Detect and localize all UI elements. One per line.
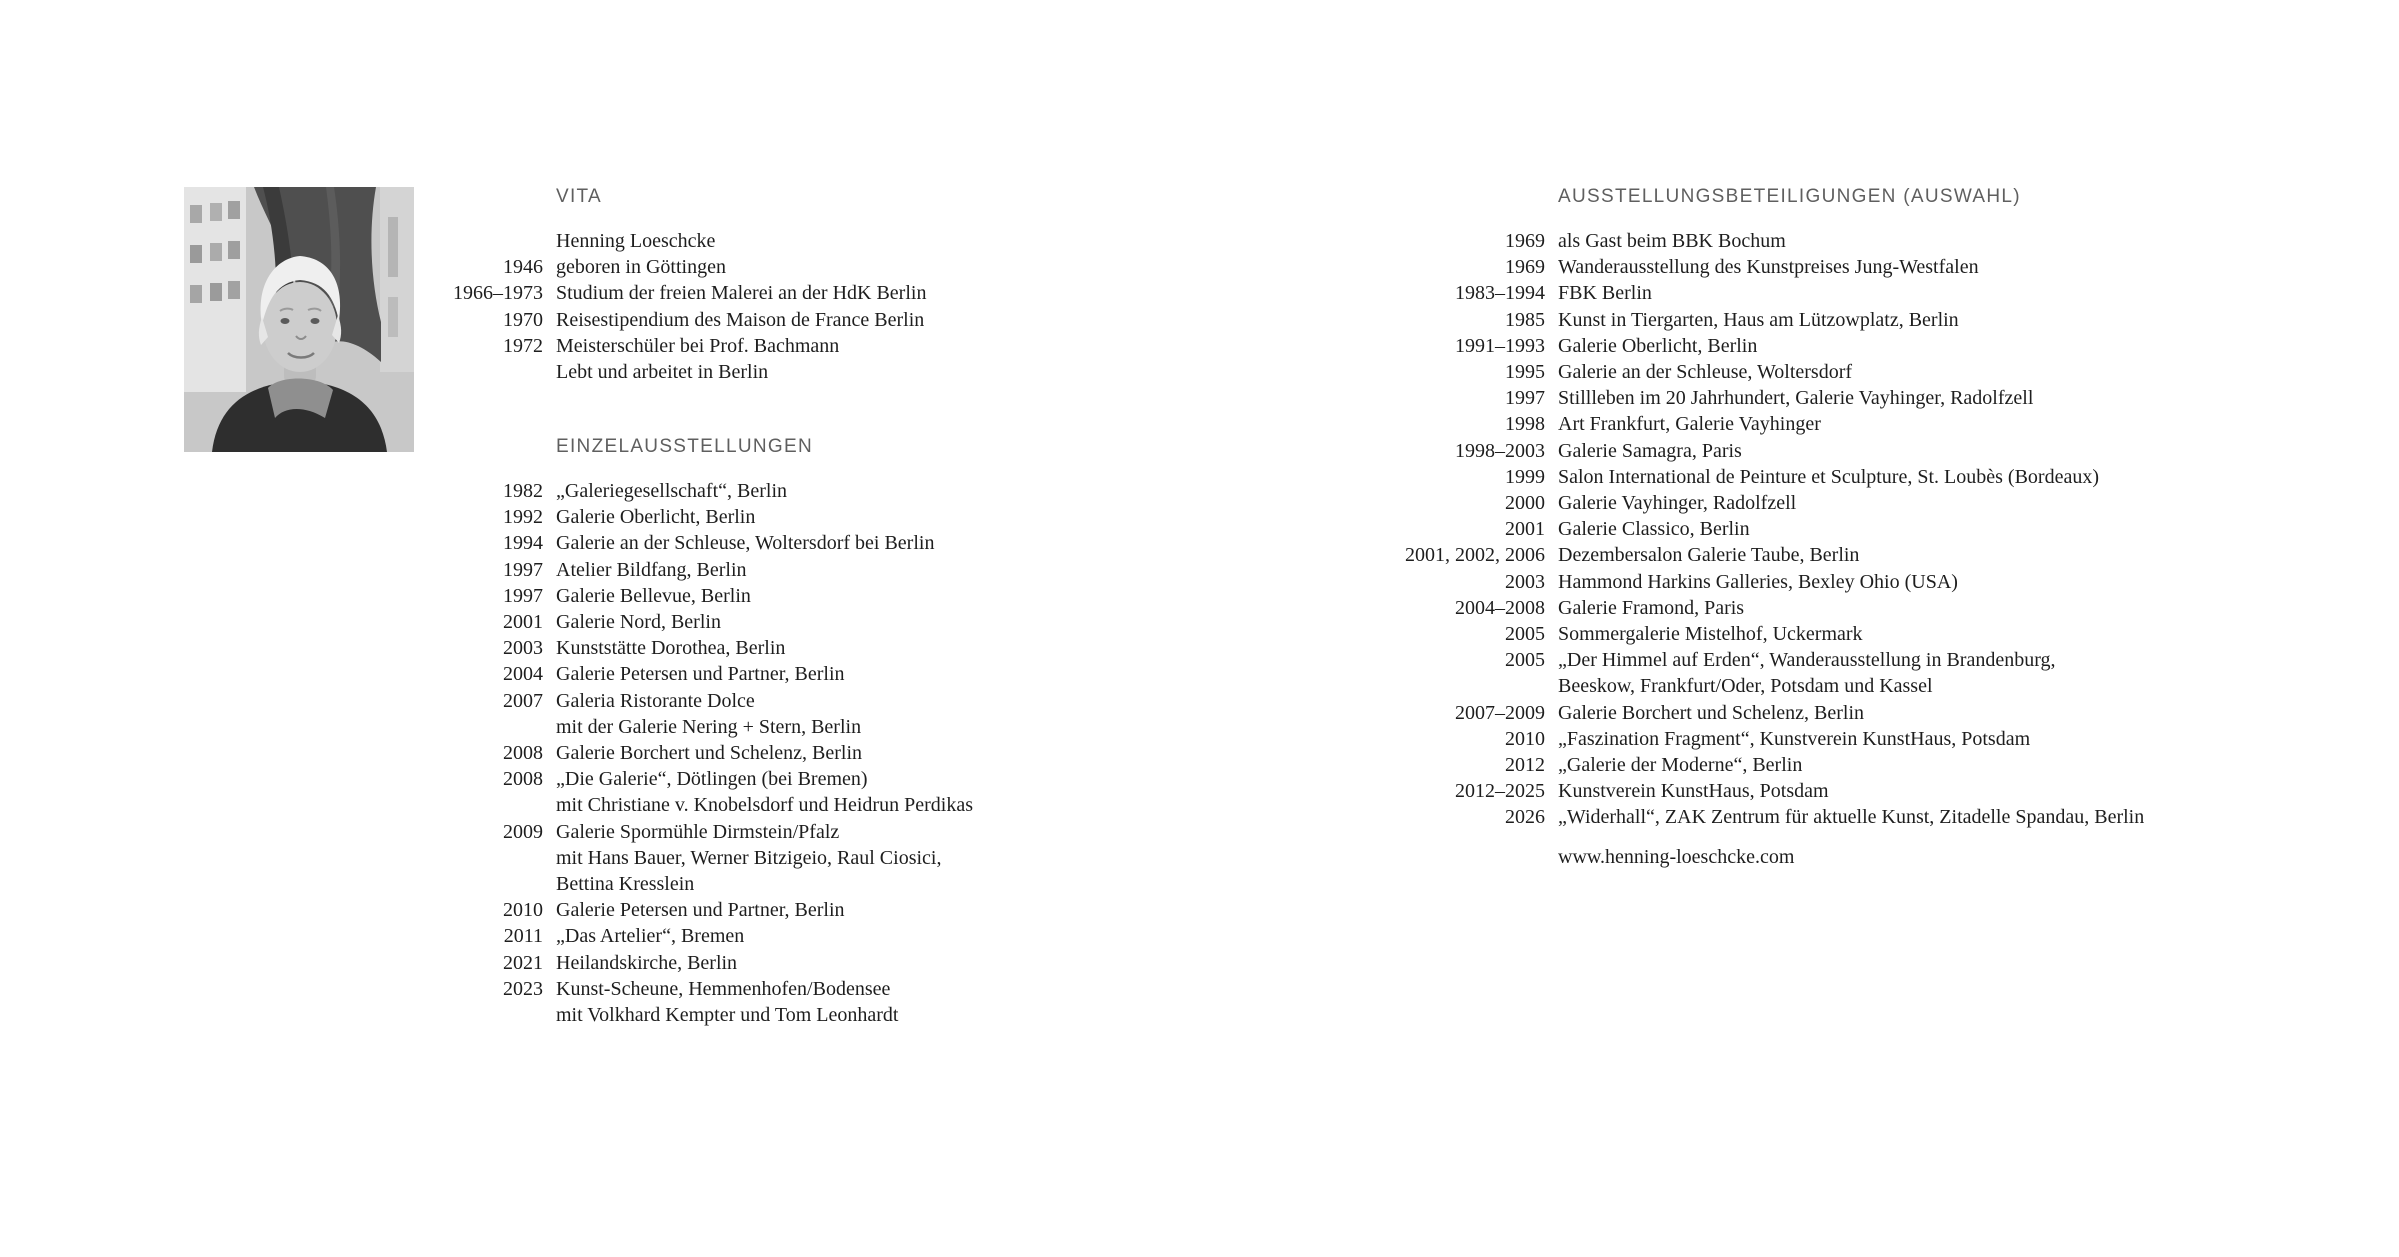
solo-exhibitions-heading: EINZELAUSSTELLUNGEN	[556, 436, 813, 457]
exhibition-row	[378, 871, 973, 897]
exhibition-row	[378, 819, 973, 845]
vita-section	[378, 184, 926, 385]
entry-year: 2003	[503, 637, 543, 660]
exhibition-row	[1380, 411, 2144, 437]
entry-text: Galerie Bellevue, Berlin	[556, 584, 751, 607]
entry-year: 2000	[1505, 492, 1545, 515]
exhibition-row	[1380, 333, 2144, 359]
entry-text: Galerie Petersen und Partner, Berlin	[556, 663, 845, 686]
entry-year: 2009	[503, 820, 543, 843]
entry-text: Galerie Spormühle Dirmstein/Pfalz	[556, 820, 840, 843]
exhibition-row	[1380, 595, 2144, 621]
entry-year: 1966–1973	[453, 282, 543, 305]
exhibition-row	[1380, 490, 2144, 516]
entry-text: Galerie Samagra, Paris	[1558, 439, 1742, 462]
entry-year	[378, 1002, 543, 1028]
exhibition-row	[378, 976, 973, 1002]
entry-text: Galerie Vayhinger, Radolfzell	[1558, 492, 1797, 515]
entry-year	[378, 871, 543, 897]
entry-year: 1992	[503, 506, 543, 529]
exhibition-row	[378, 923, 973, 949]
entry-text: „Galerie der Moderne“, Berlin	[1558, 754, 1803, 777]
entry-year: 1997	[503, 584, 543, 607]
entry-year: 1997	[1505, 387, 1545, 410]
exhibition-row	[1380, 700, 2144, 726]
entry-text: Lebt und arbeitet in Berlin	[556, 361, 769, 384]
entry-year: 1982	[503, 480, 543, 502]
entry-text: Galerie Oberlicht, Berlin	[556, 506, 756, 529]
entry-year: 2007	[503, 689, 543, 712]
entry-text: Studium der freien Malerei an der HdK Berlin	[556, 282, 927, 305]
entry-text: Galerie Petersen und Partner, Berlin	[556, 899, 845, 922]
exhibition-row	[1380, 804, 2144, 830]
exhibition-row	[1380, 438, 2144, 464]
entry-text: mit Hans Bauer, Werner Bitzigeio, Raul Ciosici,	[556, 846, 942, 869]
entry-year: 1997	[503, 558, 543, 581]
entry-text: Sommergalerie Mistelhof, Uckermark	[1558, 623, 1863, 646]
exhibition-row	[378, 792, 973, 818]
entry-text: „Das Artelier“, Bremen	[556, 925, 745, 948]
entry-year: 2007–2009	[1455, 701, 1545, 724]
exhibition-row	[1380, 647, 2144, 673]
exhibition-row	[1380, 516, 2144, 542]
entry-year: 2001	[503, 611, 543, 634]
entry-text: Reisestipendium des Maison de France Berlin	[556, 308, 925, 331]
entry-text: Hammond Harkins Galleries, Bexley Ohio (USA)	[1558, 570, 1958, 593]
entry-year: 1985	[1505, 308, 1545, 331]
entry-year: 2011	[503, 925, 543, 948]
entry-year: 1983–1994	[1455, 282, 1545, 305]
entry-text: Wanderausstellung des Kunstpreises Jung-Westfalen	[1558, 256, 1979, 279]
entry-text: Bettina Kresslein	[556, 873, 695, 896]
vita-row	[378, 280, 926, 306]
vita-row	[378, 228, 926, 254]
entry-year: 2012–2025	[1455, 780, 1545, 803]
entry-text: „Die Galerie“, Dötlingen (bei Bremen)	[556, 768, 868, 791]
solo-exhibitions-section	[378, 434, 973, 1028]
exhibition-row	[1380, 726, 2144, 752]
entry-text: mit Volkhard Kempter und Tom Leonhardt	[556, 1004, 899, 1027]
entry-year: 1946	[503, 256, 543, 279]
entry-year: 1991–1993	[1455, 334, 1545, 357]
vita-row	[378, 333, 926, 359]
exhibition-row	[378, 950, 973, 976]
exhibition-row	[378, 714, 973, 740]
exhibition-row	[1380, 752, 2144, 778]
exhibition-row	[378, 557, 973, 583]
exhibition-row	[378, 766, 973, 792]
exhibition-row	[1380, 359, 2144, 385]
entry-text: Galerie an der Schleuse, Woltersdorf	[1558, 361, 1853, 384]
exhibition-row	[1380, 673, 2144, 699]
exhibition-row	[378, 897, 973, 923]
entry-year: 2021	[503, 951, 543, 974]
entry-text: „Der Himmel auf Erden“, Wanderausstellung in Brandenburg,	[1558, 649, 2056, 672]
entry-year: 1994	[503, 532, 543, 555]
entry-year: 2003	[1505, 570, 1545, 593]
entry-text: Galerie Nord, Berlin	[556, 611, 721, 634]
group-exhibitions-heading: AUSSTELLUNGSBETEILIGUNGEN (AUSWAHL)	[1558, 186, 2021, 207]
entry-year	[378, 792, 543, 818]
entry-text: Heilandskirche, Berlin	[556, 951, 738, 974]
exhibition-row	[378, 583, 973, 609]
entry-year	[1380, 673, 1545, 699]
entry-year: 1998–2003	[1455, 439, 1545, 462]
vita-row	[378, 307, 926, 333]
vita-row	[378, 359, 926, 385]
entry-year: 2004–2008	[1455, 596, 1545, 619]
exhibition-row	[1380, 542, 2144, 568]
entry-year: 1969	[1505, 230, 1545, 252]
entry-year: 1999	[1505, 465, 1545, 488]
exhibition-row	[378, 609, 973, 635]
entry-text: Galerie Framond, Paris	[1558, 596, 1745, 619]
vita-heading: VITA	[556, 186, 603, 207]
entry-year	[378, 845, 543, 871]
entry-year: 1969	[1505, 256, 1545, 279]
entry-year: 2001, 2002, 2006	[1405, 544, 1545, 567]
exhibition-row	[1380, 280, 2144, 306]
entry-text: Galerie an der Schleuse, Woltersdorf bei Berlin	[556, 532, 935, 555]
entry-year: 2005	[1505, 623, 1545, 646]
exhibition-row	[1380, 254, 2144, 280]
exhibition-row	[1380, 464, 2144, 490]
entry-year: 2004	[503, 663, 543, 686]
exhibition-row	[1380, 621, 2144, 647]
entry-year: 2026	[1505, 806, 1545, 829]
entry-text: Kunststätte Dorothea, Berlin	[556, 637, 786, 660]
exhibition-row	[1380, 385, 2144, 411]
entry-year	[378, 714, 543, 740]
entry-text: Salon International de Peinture et Sculpture, St. Loubès (Bordeaux)	[1558, 465, 2099, 488]
exhibition-row	[1380, 778, 2144, 804]
entry-text: Galeria Ristorante Dolce	[556, 689, 755, 712]
entry-year: 2012	[1505, 754, 1545, 777]
exhibition-row	[378, 661, 973, 687]
entry-year	[378, 228, 543, 254]
entry-year: 1995	[1505, 361, 1545, 384]
entry-year: 2001	[1505, 518, 1545, 541]
entry-text: Galerie Oberlicht, Berlin	[1558, 334, 1758, 357]
exhibition-row	[378, 504, 973, 530]
entry-text: Kunstverein KunstHaus, Potsdam	[1558, 780, 1829, 803]
vita-row	[378, 254, 926, 280]
entry-text: Galerie Classico, Berlin	[1558, 518, 1750, 541]
entry-year	[378, 359, 543, 385]
entry-year: 2008	[503, 742, 543, 765]
group-exhibitions-section	[1380, 184, 2144, 870]
exhibition-row	[378, 845, 973, 871]
entry-year: 1970	[503, 308, 543, 331]
exhibition-row	[1380, 228, 2144, 254]
entry-year: 1972	[503, 334, 543, 357]
exhibition-row	[378, 530, 973, 556]
entry-text: mit Christiane v. Knobelsdorf und Heidrun Perdikas	[556, 794, 973, 817]
exhibition-row	[378, 688, 973, 714]
exhibition-row	[378, 635, 973, 661]
entry-text: Art Frankfurt, Galerie Vayhinger	[1558, 413, 1821, 436]
entry-year: 2008	[503, 768, 543, 791]
entry-text: Meisterschüler bei Prof. Bachmann	[556, 334, 840, 357]
entry-text: „Galeriegesellschaft“, Berlin	[556, 480, 787, 502]
entry-text: „Widerhall“, ZAK Zentrum für aktuelle Kunst, Zitadelle Spandau, Berlin	[1558, 806, 2145, 829]
entry-year: 1998	[1505, 413, 1545, 436]
entry-text: Dezembersalon Galerie Taube, Berlin	[1558, 544, 1860, 567]
entry-text: Beeskow, Frankfurt/Oder, Potsdam und Kassel	[1558, 675, 1933, 698]
entry-text: Galerie Borchert und Schelenz, Berlin	[556, 742, 862, 765]
exhibition-row	[378, 740, 973, 766]
entry-text: Stillleben im 20 Jahrhundert, Galerie Vayhinger, Radolfzell	[1558, 387, 2034, 410]
exhibition-row	[378, 1002, 973, 1028]
website-link[interactable]: www.henning-loeschcke.com	[1558, 845, 1795, 868]
entry-text: FBK Berlin	[1558, 282, 1652, 305]
entry-year: 2010	[503, 899, 543, 922]
entry-text: Kunst in Tiergarten, Haus am Lützowplatz, Berlin	[1558, 308, 1959, 331]
entry-text: als Gast beim BBK Bochum	[1558, 230, 1786, 252]
entry-text: geboren in Göttingen	[556, 256, 726, 279]
entry-year: 2005	[1505, 649, 1545, 672]
entry-text: Galerie Borchert und Schelenz, Berlin	[1558, 701, 1864, 724]
entry-year: 2010	[1505, 727, 1545, 750]
exhibition-row	[1380, 307, 2144, 333]
entry-text: Kunst-Scheune, Hemmenhofen/Bodensee	[556, 977, 891, 1000]
entry-text: Atelier Bildfang, Berlin	[556, 558, 747, 581]
entry-text: Henning Loeschcke	[556, 230, 716, 252]
entry-text: „Faszination Fragment“, Kunstverein KunstHaus, Potsdam	[1558, 727, 2031, 750]
entry-year: 2023	[503, 977, 543, 1000]
entry-text: mit der Galerie Nering + Stern, Berlin	[556, 715, 862, 738]
exhibition-row	[1380, 569, 2144, 595]
exhibition-row	[378, 478, 973, 504]
